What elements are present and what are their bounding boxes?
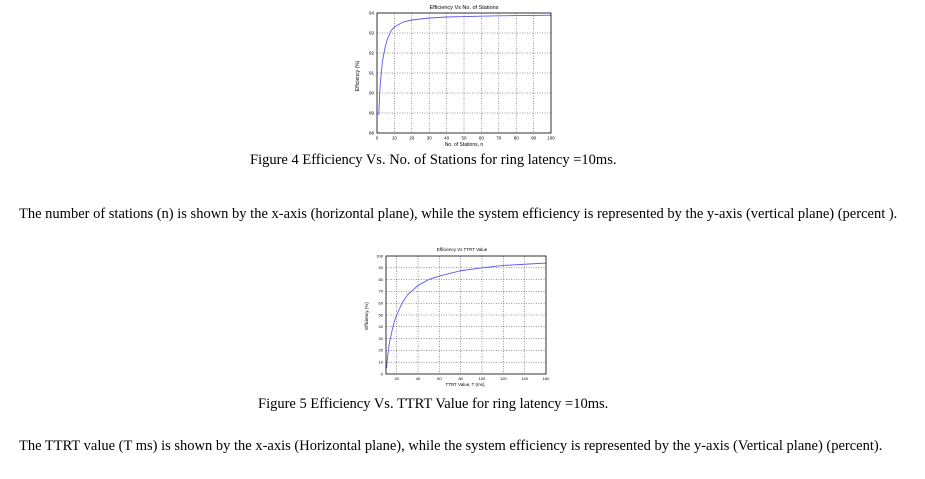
y-tick-label: 60 bbox=[378, 300, 383, 306]
y-tick-label: 92 bbox=[368, 50, 374, 56]
y-axis-label: Efficiency (%) bbox=[355, 60, 361, 92]
x-tick-label: 120 bbox=[499, 376, 507, 381]
y-tick-label: 94 bbox=[368, 10, 374, 16]
chart-title: Efficiency Vs TTRT Value bbox=[436, 247, 488, 252]
y-tick-label: 90 bbox=[368, 90, 374, 96]
tick-labels bbox=[376, 253, 550, 381]
x-tick-label: 140 bbox=[521, 376, 529, 381]
y-tick-label: 40 bbox=[378, 324, 383, 330]
x-tick-label: 50 bbox=[461, 135, 467, 141]
y-tick-label: 93 bbox=[368, 30, 374, 36]
x-tick-label: 40 bbox=[415, 376, 421, 381]
tick-labels bbox=[369, 11, 555, 141]
series-line bbox=[387, 263, 546, 368]
grid bbox=[377, 13, 551, 133]
x-tick-label: 160 bbox=[542, 376, 550, 381]
figure-5-chart bbox=[355, 243, 565, 390]
series-lines bbox=[387, 263, 546, 368]
x-tick-label: 70 bbox=[496, 135, 502, 141]
series-line bbox=[379, 15, 551, 115]
y-axis-label: Efficiency (%) bbox=[364, 302, 369, 330]
chart-title: Efficiency Vs No. of Stations bbox=[429, 5, 499, 11]
x-tick-label: 100 bbox=[478, 376, 486, 381]
y-tick-label: 70 bbox=[378, 288, 383, 294]
y-tick-label: 30 bbox=[378, 335, 383, 341]
figure-5-caption: Figure 5 Efficiency Vs. TTRT Value for ring latency =10ms. bbox=[258, 396, 609, 412]
x-tick-label: 40 bbox=[444, 135, 450, 141]
y-tick-label: 91 bbox=[368, 70, 374, 76]
x-tick-label: 80 bbox=[513, 135, 519, 141]
x-tick-label: 10 bbox=[391, 135, 397, 141]
x-tick-label: 90 bbox=[531, 135, 537, 141]
y-tick-label: 100 bbox=[376, 253, 383, 259]
x-tick-label: 60 bbox=[478, 135, 484, 141]
x-tick-label: 60 bbox=[437, 376, 442, 381]
x-tick-label: 30 bbox=[426, 135, 432, 141]
x-axis-label: TTRT Value, T (ms) bbox=[445, 382, 485, 387]
y-tick-label: 10 bbox=[378, 359, 383, 365]
x-tick-label: 80 bbox=[458, 376, 463, 381]
x-tick-label: 0 bbox=[375, 135, 379, 141]
grid bbox=[386, 256, 546, 374]
series-lines bbox=[379, 15, 551, 115]
x-tick-label: 20 bbox=[394, 376, 399, 381]
y-tick-label: 20 bbox=[378, 347, 383, 353]
y-tick-label: 80 bbox=[378, 276, 383, 282]
paragraph-2: The TTRT value (T ms) is shown by the x-axis (Horizontal plane), while the system efficiency is represented by the y-axis (Vertical plane) (percent). bbox=[19, 438, 883, 454]
y-tick-label: 89 bbox=[368, 110, 374, 116]
figure-4-chart bbox=[340, 0, 580, 150]
y-tick-label: 50 bbox=[378, 312, 383, 318]
x-tick-label: 100 bbox=[547, 135, 555, 141]
y-tick-label: 88 bbox=[368, 130, 374, 136]
y-tick-label: 0 bbox=[380, 371, 383, 377]
x-tick-label: 20 bbox=[409, 135, 415, 141]
paragraph-1: The number of stations (n) is shown by the x-axis (horizontal plane), while the system efficiency is represented by the y-axis (vertical plane) (percent ). bbox=[19, 206, 898, 222]
y-tick-label: 90 bbox=[378, 265, 383, 271]
x-axis-label: No. of Stations, n bbox=[444, 142, 484, 148]
figure-4-caption: Figure 4 Efficiency Vs. No. of Stations for ring latency =10ms. bbox=[250, 152, 617, 168]
